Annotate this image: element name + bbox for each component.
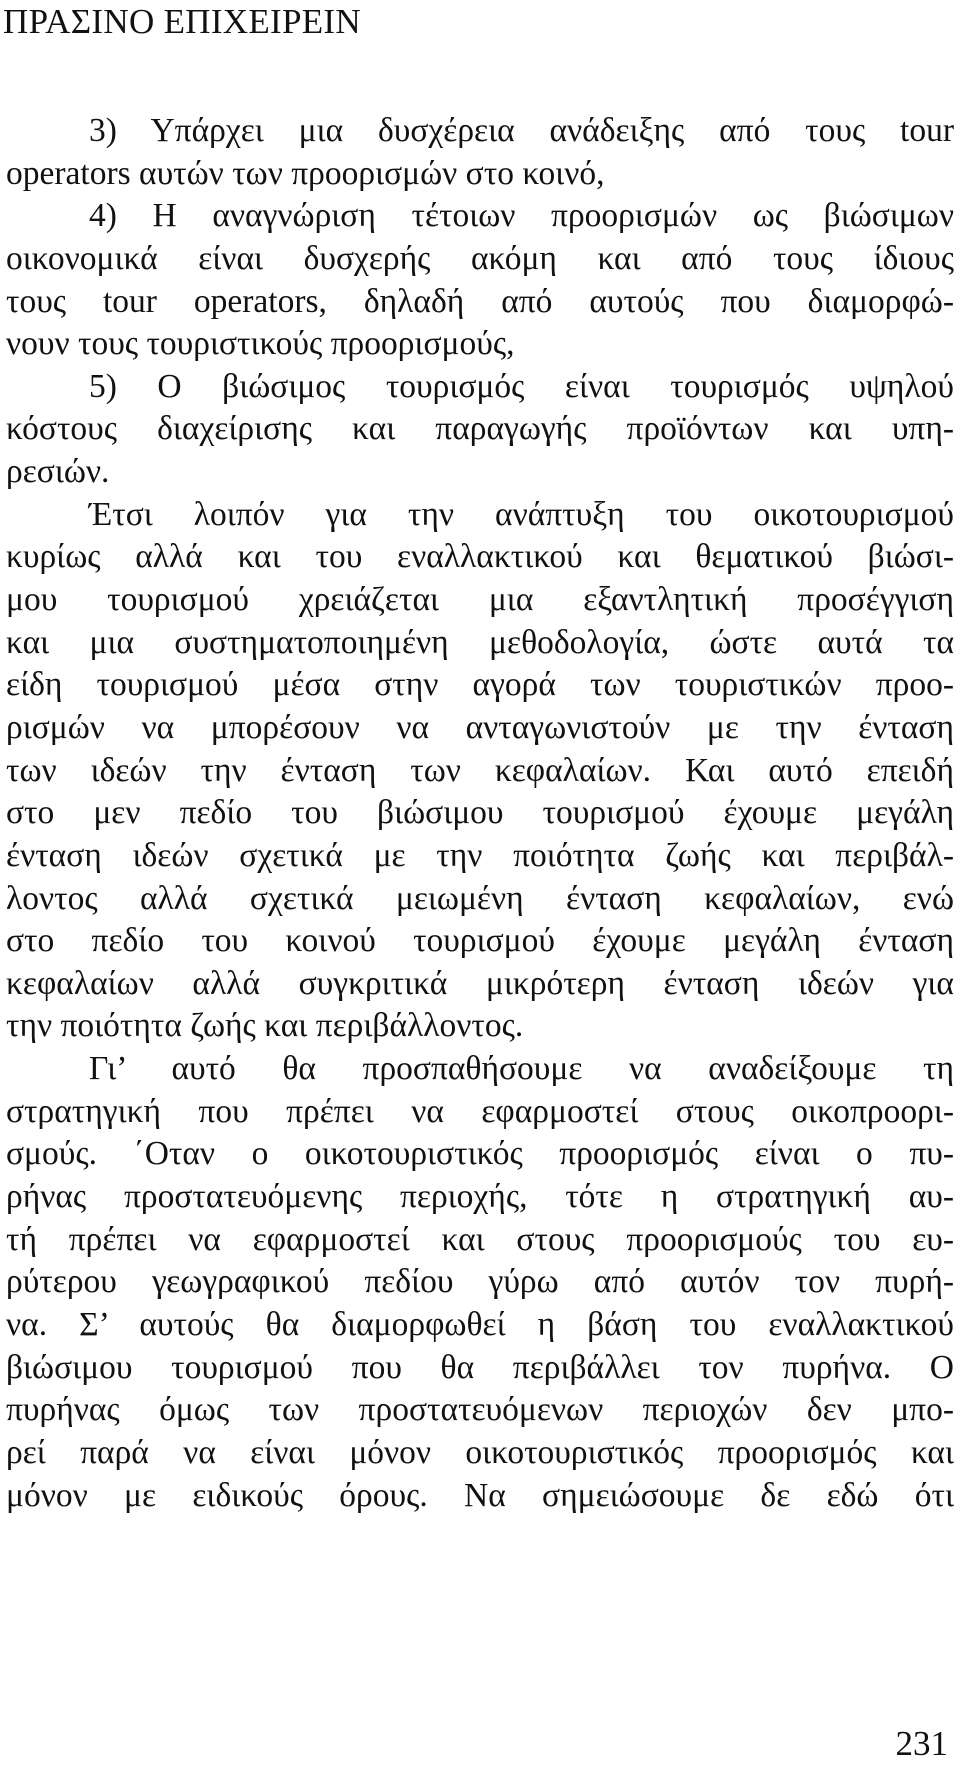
text-line: ρισμών να μπορέσουν να ανταγωνιστούν με την ένταση xyxy=(6,708,954,746)
text-line: κόστους διαχείρισης και παραγωγής προϊόντων και υπη- xyxy=(6,410,954,448)
text-line: σμούς. ΄Οταν ο οικοτουριστικός προορισμός είναι ο πυ- xyxy=(6,1135,954,1173)
text-line: ρεί παρά να είναι μόνον οικοτουριστικός προορισμός και xyxy=(6,1433,954,1471)
text-line: την ποιότητα ζωής και περιβάλλοντος. xyxy=(6,1007,524,1045)
text-line: πυρήνας όμως των προστατευόμενων περιοχών δεν μπο- xyxy=(6,1391,954,1429)
text-line: ρεσιών. xyxy=(6,453,110,491)
text-line: 3) Υπάρχει μια δυσχέρεια ανάδειξης από τους tour xyxy=(89,112,954,149)
text-line: ρήνας προστατευόμενης περιοχής, τότε η στρατηγική αυ- xyxy=(6,1178,954,1216)
text-line: 4) Η αναγνώριση τέτοιων προορισμών ως βιώσιμων xyxy=(89,197,954,235)
text-line: να. Σ’ αυτούς θα διαμορφωθεί η βάση του εναλλακτικού xyxy=(6,1305,954,1343)
text-line: οικονομικά είναι δυσχερής ακόμη και από τους ίδιους xyxy=(6,239,954,277)
text-line: κεφαλαίων αλλά συγκριτικά μικρότερη ένταση ιδεών για xyxy=(6,964,954,1002)
text-line: μόνον με ειδικούς όρους. Να σημειώσουμε δε εδώ ότι xyxy=(6,1476,954,1514)
text-line: 5) Ο βιώσιμος τουρισμός είναι τουρισμός υψηλού xyxy=(89,367,954,405)
text-line: Έτσι λοιπόν για την ανάπτυξη του οικοτουρισμού xyxy=(89,495,954,533)
body-text xyxy=(6,110,954,1517)
text-line: και μια συστηματοποιημένη μεθοδολογία, ώστε αυτά τα xyxy=(6,623,954,661)
text-line: τή πρέπει να εφαρμοστεί και στους προορισμούς του ευ- xyxy=(6,1220,954,1258)
text-line: νουν τους τουριστικούς προορισμούς, xyxy=(6,325,515,363)
text-line: στο πεδίο του κοινού τουρισμού έχουμε μεγάλη ένταση xyxy=(6,922,954,960)
text-line: ρύτερου γεωγραφικού πεδίου γύρω από αυτόν τον πυρή- xyxy=(6,1263,954,1301)
text-line: στρατηγική που πρέπει να εφαρμοστεί στους οικοπροορι- xyxy=(6,1092,954,1130)
text-line: είδη τουρισμού μέσα στην αγορά των τουριστικών προο- xyxy=(6,666,954,704)
text-line: operators αυτών των προορισμών στο κοινό, xyxy=(6,154,605,192)
text-line: λοντος αλλά σχετικά μειωμένη ένταση κεφαλαίων, ενώ xyxy=(6,879,954,917)
text-line: ένταση ιδεών σχετικά με την ποιότητα ζωής και περιβάλ- xyxy=(6,836,954,874)
text-line: Γι’ αυτό θα προσπαθήσουμε να αναδείξουμε τη xyxy=(89,1050,954,1088)
text-line: κυρίως αλλά και του εναλλακτικού και θεματικού βιώσι- xyxy=(6,538,954,576)
text-line: βιώσιμου τουρισμού που θα περιβάλλει τον πυρήνα. Ο xyxy=(6,1348,954,1386)
running-header: ΠΡΑΣΙΝΟ ΕΠΙΧΕΙΡΕΙΝ xyxy=(3,2,361,41)
text-line: στο μεν πεδίο του βιώσιμου τουρισμού έχουμε μεγάλη xyxy=(6,794,954,832)
text-line: μου τουρισμού χρειάζεται μια εξαντλητική προσέγγιση xyxy=(6,581,954,619)
text-line: των ιδεών την ένταση των κεφαλαίων. Και αυτό επειδή xyxy=(6,751,954,789)
text-line: τους tour operators, δηλαδή από αυτούς που διαμορφώ- xyxy=(6,282,954,320)
page-number: 231 xyxy=(895,1724,948,1763)
